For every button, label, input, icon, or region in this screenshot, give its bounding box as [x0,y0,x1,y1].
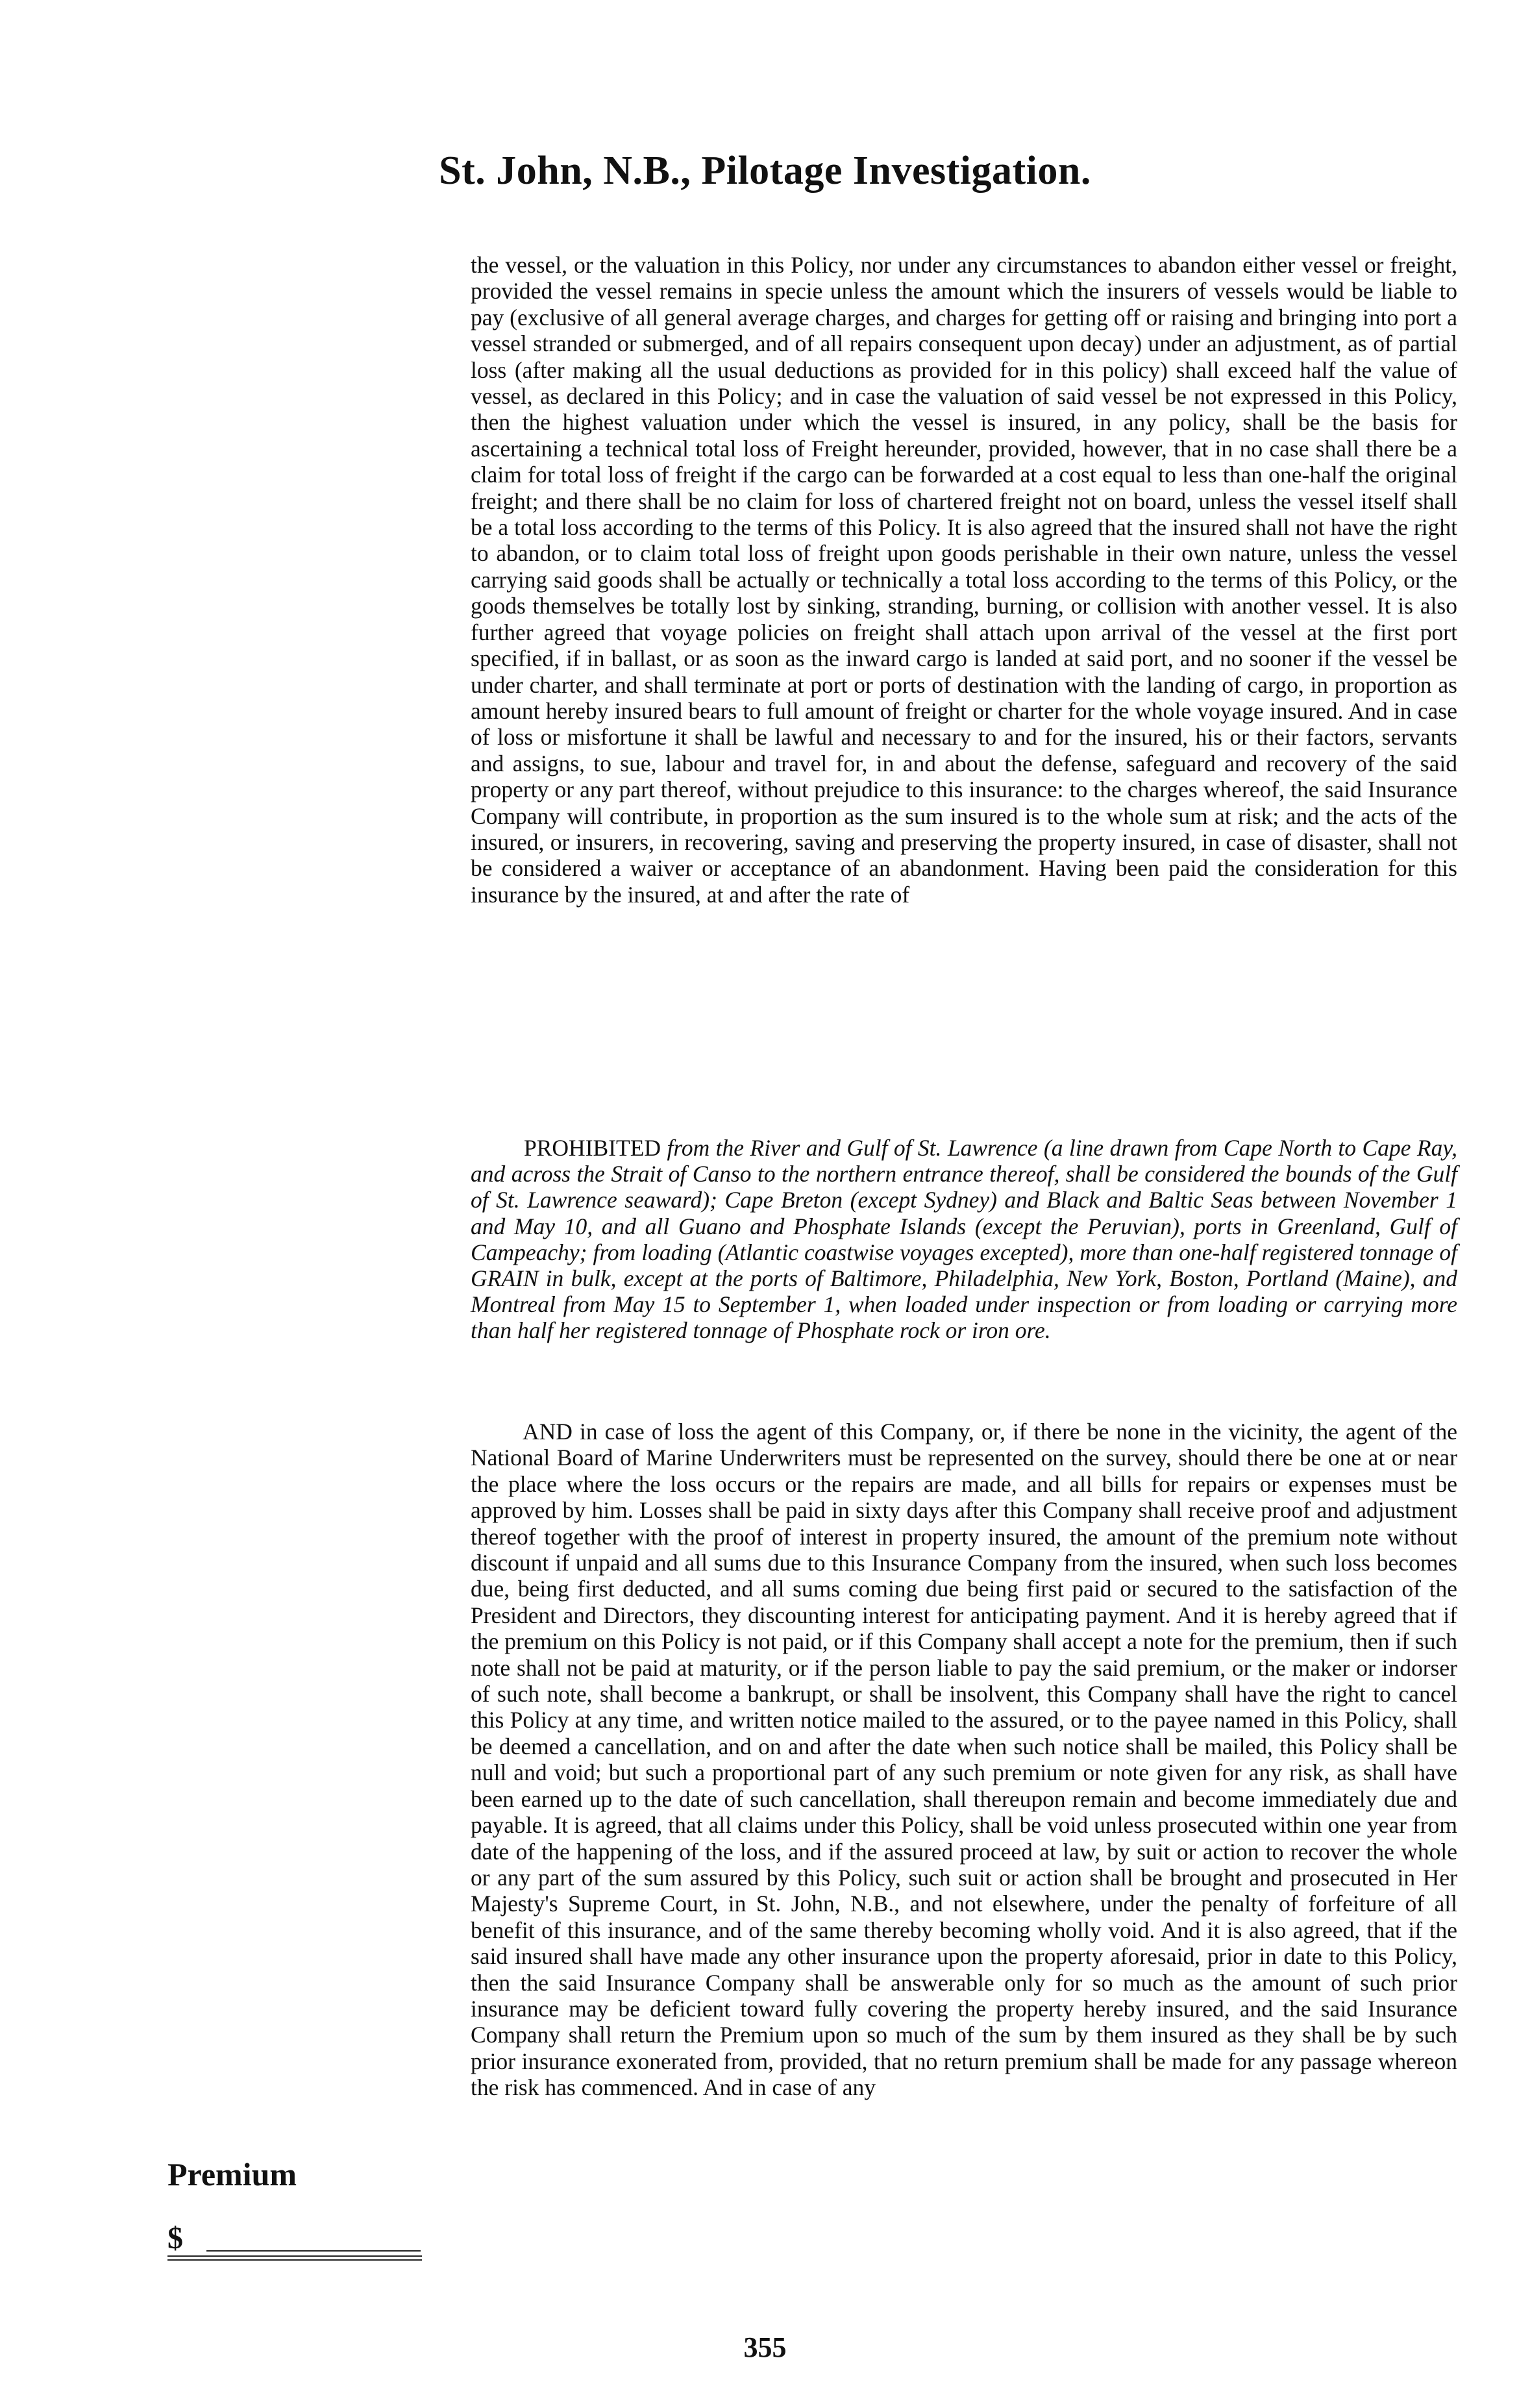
premium-amount-line [206,2250,421,2252]
prohibited-clause-text: from the River and Gulf of St. Lawrence (a line drawn from Cape North to Cape Ray, and across the Strait of Canso to the northern entrance thereof, shall be considered the bounds of the Gulf of St. Lawrence seaward); Cape Breton (except Sydney) and Black and Baltic Seas between November 1 and May 10, and all Guano and Phosphate Islands (except the Peruvian), ports in Greenland, Gulf of Campeachy; from loading (Atlantic coastwise voyages excepted), more than one-half registered tonnage of GRAIN in bulk, except at the ports of Baltimore, Philadelphia, New York, Boston, Portland (Maine), and Montreal from May 15 to September 1, when loaded under inspection or from loading or carrying more than half her registered tonnage of Phosphate rock or iron ore. [471,1135,1458,1344]
page-number: 355 [743,2331,787,2363]
prohibited-clause [471,1135,1457,1344]
premium-underline-divider [167,2259,422,2261]
page-title: St. John, N.B., Pilotage Investigation. [439,149,1091,193]
premium-underline-divider [167,2255,422,2257]
loss-clause-paragraph [471,1419,1457,2101]
prohibited-lead-word: PROHIBITED [524,1135,661,1161]
paragraph-text: the vessel, or the valuation in this Policy, nor under any circumstances to abandon either vessel or freight, provided the vessel remains in specie unless the amount which the insurers of vessels would be liable to pay (exclusive of all general average charges, and charges for getting off or raising and bringing into port a vessel stranded or submerged, and of all repairs consequent upon decay) under an adjustment, as of partial loss (after making all the usual deductions as provided for in this policy) shall exceed half the value of vessel, as declared in this Policy; and in case the valuation of said vessel be not expressed in this Policy, then the highest valuation under which the vessel is insured, in any policy, shall be the basis for ascertaining a technical total loss of Freight hereunder, provided, however, that in no case shall there be a claim for total loss of freight if the cargo can be forwarded at a cost equal to less than one-half the original freight; and there shall be no claim for loss of chartered freight not on board, unless the vessel itself shall be a total loss according to the terms of this Policy. It is also agreed that the insured shall not have the right to abandon, or to claim total loss of freight upon goods perishable in their own nature, unless the vessel carrying said goods shall be actually or technically a total loss according to the terms of this Policy, or the goods themselves be totally lost by sinking, stranding, burning, or collision with another vessel. It is also further agreed that voyage policies on freight shall attach upon arrival of the vessel at the first port specified, if in ballast, or as soon as the inward cargo is landed at said port, and no sooner if the vessel be under charter, and shall terminate at port or ports of destination with the landing of cargo, in proportion as amount hereby insured bears to full amount of freight or charter for the whole voyage insured. And in case of loss or misfortune it shall be lawful and necessary to and for the insured, his or their factors, servants and assigns, to sue, labour and travel for, in and about the defense, safeguard and recovery of the said property or any part thereof, without prejudice to this insurance: to the charges whereof, the said Insurance Company will contribute, in proportion as the sum insured is to the whole sum at risk; and the acts of the insured, or insurers, in recovering, saving and preserving the property insured, in case of disaster, shall not be considered a waiver or acceptance of an abandonment. Having been paid the consideration for this insurance by the insured, at and after the rate of [471,252,1457,908]
premium-label: Premium [167,2156,297,2192]
policy-paragraph-continuation [471,252,1457,908]
dollar-sign: $ [167,2221,183,2255]
paragraph-text: AND in case of loss the agent of this Company, or, if there be none in the vicinity, the agent of the National Board of Marine Underwriters must be represented on the survey, should there be one at or near the place where the loss occurs or the repairs are made, and all bills for repairs or expenses must be approved by him. Losses shall be paid in sixty days after this Company shall receive proof and adjustment thereof together with the proof of interest in property insured, the amount of the premium note without discount if unpaid and all sums due to this Insurance Company from the insured, when such loss becomes due, being first deducted, and all sums coming due being first paid or secured to the satisfaction of the President and Directors, they discounting interest for anticipating payment. And it is hereby agreed that if the premium on this Policy is not paid, or if this Company shall accept a note for the premium, then if such note shall not be paid at maturity, or if the person liable to pay the said premium, or the maker or indorser of such note, shall become a bankrupt, or shall be insolvent, this Company shall have the right to cancel this Policy at any time, and written notice mailed to the assured, or to the payee named in this Policy, shall be deemed a cancellation, and on and after the date when such notice shall be mailed, this Policy shall be null and void; but such a proportional part of any such premium or note given for any risk, as shall have been earned up to the date of such cancellation, shall thereupon remain and become immediately due and payable. It is agreed, that all claims under this Policy, shall be void unless prosecuted within one year from date of the happening of the loss, and if the assured proceed at law, by suit or action to recover the whole or any part of the sum assured by this Policy, such suit or action shall be brought and prosecuted in Her Majesty's Supreme Court, in St. John, N.B., and not elsewhere, under the penalty of forfeiture of all benefit of this insurance, and of the same thereby becoming wholly void. And it is also agreed, that if the said insured shall have made any other insurance upon the property aforesaid, prior in date to this Policy, then the said Insurance Company shall be answerable only for so much as the amount of such prior insurance may be deficient toward fully covering the property hereby insured, and the said Insurance Company shall return the Premium upon so much of the sum by them insured as they shall be by such prior insurance exonerated from, provided, that no return premium shall be made for any passage whereon the risk has commenced. And in case of any [471,1419,1457,2101]
